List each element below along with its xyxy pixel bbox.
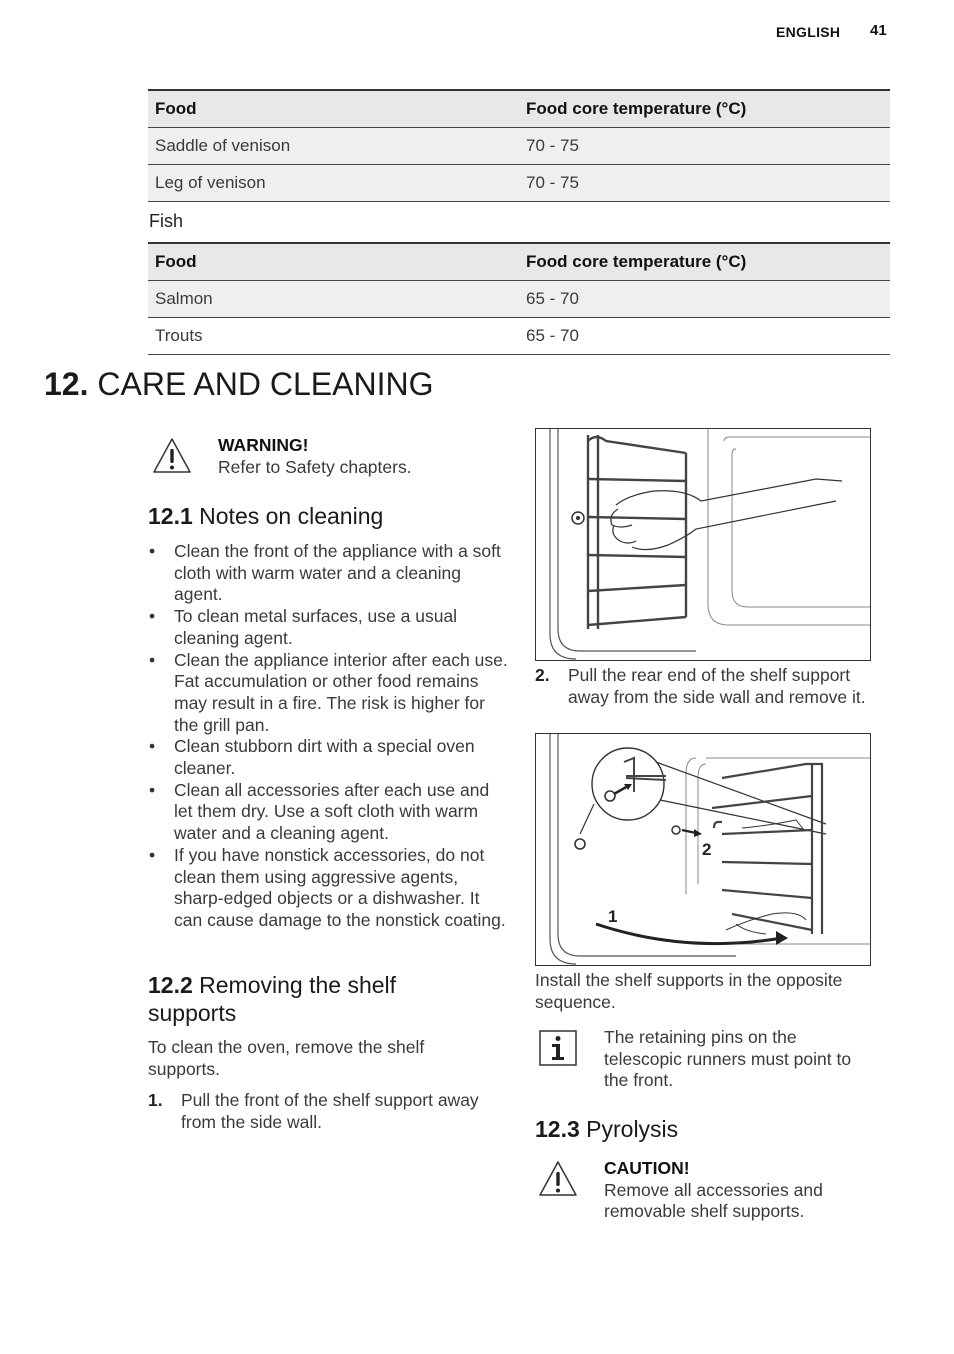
table-cell: Salmon: [148, 281, 519, 318]
table-row: [148, 318, 890, 355]
subsection-title: Pyrolysis: [586, 1116, 679, 1142]
fish-label: Fish: [149, 211, 184, 231]
list-item: • To clean metal surfaces, use a usual cleaning agent.: [148, 606, 508, 649]
oven-shelf-removal-illustration: [536, 734, 870, 965]
subsection-title: Removing the shelf: [199, 972, 397, 998]
step-text: Pull the rear end of the shelf support away from the side wall and remove it.: [568, 665, 866, 707]
section-number: 12.: [44, 366, 89, 402]
warning-title: WARNING!: [218, 435, 309, 455]
subsection-title-cont: supports: [148, 1000, 237, 1026]
step-number: 1.: [148, 1090, 163, 1110]
figure-shelf-front: [535, 428, 871, 661]
subsection-number: 12.1: [148, 503, 193, 529]
page-number: 41: [870, 22, 887, 39]
oven-shelf-illustration: [536, 429, 870, 660]
subsection-number: 12.2: [148, 972, 193, 998]
table-cell: Saddle of venison: [148, 128, 519, 165]
section-heading: [44, 366, 433, 403]
cleaning-notes-list: [148, 541, 508, 932]
list-item: • Clean the appliance interior after each use. Fat accumulation or other food remains may result in a fire. The risk is higher for the grill pan.: [148, 650, 508, 737]
table-row: [148, 165, 890, 202]
table-row: [148, 128, 890, 165]
step-text: Pull the front of the shelf support away from the side wall.: [181, 1090, 479, 1132]
list-item: • If you have nonstick accessories, do not clean them using aggressive agents, sharp-edged objects or a dishwasher. It can cause damage to the nonstick coating.: [148, 845, 508, 932]
table-header-cell: Food core temperature (°C): [519, 243, 890, 281]
step-2: [535, 665, 885, 708]
subsection-heading-12-3: [535, 1115, 678, 1143]
fish-table: [148, 242, 890, 355]
table-header-cell: Food: [148, 90, 519, 128]
table-cell: 65 - 70: [519, 318, 890, 355]
subsection-heading-12-2: [148, 971, 396, 1027]
header-language: ENGLISH: [776, 24, 841, 40]
list-item: • Clean the front of the appliance with a soft cloth with warm water and a cleaning agent.: [148, 541, 508, 606]
table-cell: Leg of venison: [148, 165, 519, 202]
caution-text: Remove all accessories and removable shelf supports.: [604, 1179, 823, 1222]
removal-intro: To clean the oven, remove the shelf supports.: [148, 1037, 425, 1079]
list-item: • Clean all accessories after each use and let them dry. Use a soft cloth with warm water and a cleaning agent.: [148, 780, 508, 845]
step-1: [148, 1090, 488, 1133]
section-title: CARE AND CLEANING: [97, 366, 434, 402]
table-header-cell: Food: [148, 243, 519, 281]
subsection-title: Notes on cleaning: [199, 503, 384, 529]
subsection-number: 12.3: [535, 1116, 580, 1142]
table-row: [148, 281, 890, 318]
figure-shelf-rear: [535, 733, 871, 966]
subsection-heading-12-1: [148, 502, 383, 530]
table-cell: 65 - 70: [519, 281, 890, 318]
table-cell: 70 - 75: [519, 165, 890, 202]
warning-icon: [152, 437, 192, 475]
figure-label-1: 1: [608, 907, 618, 926]
info-icon: [539, 1030, 577, 1066]
list-item: • Clean stubborn dirt with a special oven cleaner.: [148, 736, 508, 779]
caution-icon: [538, 1160, 578, 1198]
table-header-cell: Food core temperature (°C): [519, 90, 890, 128]
table-cell: 70 - 75: [519, 128, 890, 165]
step-number: 2.: [535, 665, 550, 685]
info-note-text: The retaining pins on the telescopic runners must point to the front.: [604, 1027, 852, 1091]
caution-block: [604, 1158, 864, 1223]
warning-text: Refer to Safety chapters.: [218, 456, 412, 477]
install-text: Install the shelf supports in the opposite sequence.: [535, 970, 843, 1012]
warning-block: [218, 435, 518, 478]
table-header-row: [148, 243, 890, 281]
table-cell: Trouts: [148, 318, 519, 355]
venison-table: [148, 89, 890, 202]
table-header-row: [148, 90, 890, 128]
figure-label-2: 2: [702, 840, 712, 859]
caution-title: CAUTION!: [604, 1158, 690, 1178]
